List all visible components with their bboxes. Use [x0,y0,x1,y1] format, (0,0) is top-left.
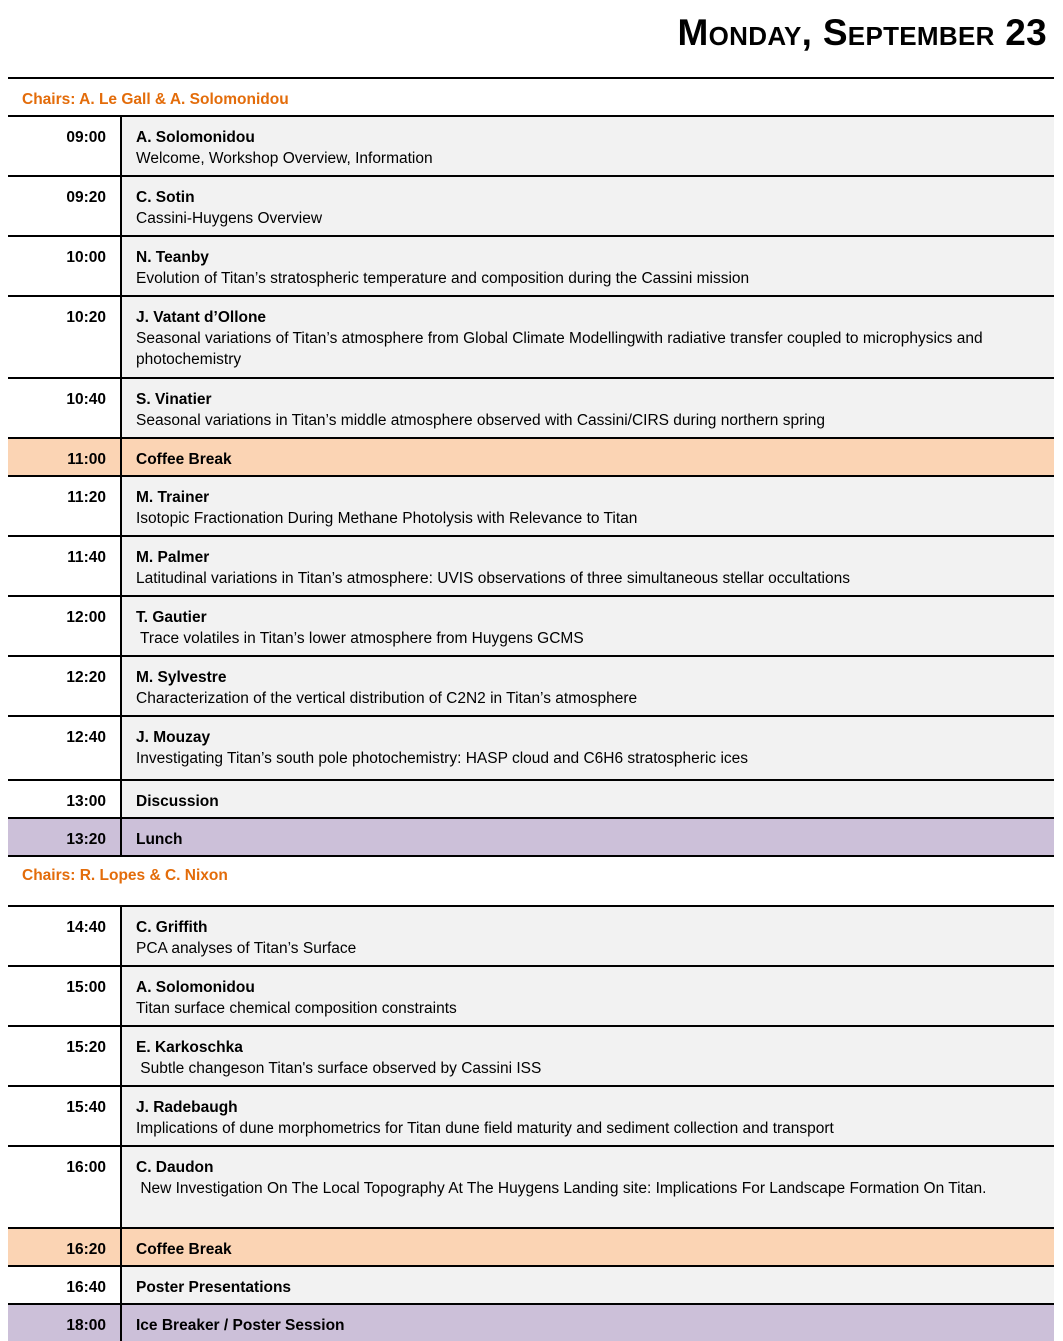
schedule-row [8,715,1054,779]
talk-title: Latitudinal variations in Titan’s atmosphere: UVIS observations of three simultaneous stellar occultations [136,570,850,587]
schedule-row [8,175,1054,235]
time-cell: 15:00 [8,967,122,1025]
schedule-row [8,235,1054,295]
time-cell: 09:00 [8,117,122,175]
time-cell: 11:40 [8,537,122,595]
coffee-break-row [8,437,1054,475]
time-cell: 10:40 [8,379,122,437]
talk-title: Seasonal variations of Titan’s atmosphere from Global Climate Modellingwith radiative transfer coupled to microphysics and photochemistry [136,330,983,368]
time-cell: 16:20 [8,1229,122,1265]
schedule-row [8,655,1054,715]
schedule-row [8,475,1054,535]
speaker-name: J. Radebaugh [136,1099,238,1116]
schedule-row [8,965,1054,1025]
talk-cell [122,1147,1054,1227]
schedule-row [8,377,1054,437]
session-chairs: Chairs: A. Le Gall & A. Solomonidou [8,77,1054,115]
talk-title: Implications of dune morphometrics for Titan dune field maturity and sediment collection and transport [136,1120,834,1137]
speaker-name: T. Gautier [136,609,207,626]
schedule-row [8,115,1054,175]
talk-cell [122,717,1054,779]
time-cell: 15:20 [8,1027,122,1085]
talk-title: Trace volatiles in Titan’s lower atmosphere from Huygens GCMS [136,630,584,647]
talk-cell [122,537,1054,595]
session-chairs: Chairs: R. Lopes & C. Nixon [22,867,228,884]
talk-title: PCA analyses of Titan’s Surface [136,940,357,957]
talk-title: Seasonal variations in Titan’s middle atmosphere observed with Cassini/CIRS during northern spring [136,412,825,429]
break-label: Coffee Break [136,1241,232,1258]
time-cell: 14:40 [8,907,122,965]
talk-cell [122,237,1054,295]
speaker-name: C. Griffith [136,919,208,936]
discussion-row [8,779,1054,817]
poster-row [8,1265,1054,1303]
time-cell: 11:20 [8,477,122,535]
time-cell: 16:00 [8,1147,122,1227]
speaker-name: C. Daudon [136,1159,214,1176]
talk-title: Subtle changeson Titan's surface observed by Cassini ISS [136,1060,542,1077]
poster-label: Poster Presentations [136,1279,292,1296]
talk-cell [122,657,1054,715]
time-cell: 11:00 [8,439,122,475]
discussion-cell [122,781,1054,817]
page-title: Monday, September 23 [677,12,1047,53]
speaker-name: A. Solomonidou [136,979,255,996]
schedule-row [8,595,1054,655]
ice-breaker-cell [122,1305,1054,1341]
schedule-table [8,77,1054,1341]
talk-title: Evolution of Titan’s stratospheric temperature and composition during the Cassini mission [136,270,750,287]
schedule-row [8,1025,1054,1085]
schedule-row [8,535,1054,595]
time-cell: 12:00 [8,597,122,655]
talk-cell [122,379,1054,437]
speaker-name: A. Solomonidou [136,129,255,146]
talk-title: Characterization of the vertical distribution of C2N2 in Titan’s atmosphere [136,690,638,707]
time-cell: 13:20 [8,819,122,855]
speaker-name: J. Mouzay [136,729,211,746]
break-cell [122,1229,1054,1265]
time-cell: 09:20 [8,177,122,235]
schedule-row [8,1085,1054,1145]
talk-cell [122,117,1054,175]
schedule-row [8,1145,1054,1227]
lunch-cell [122,819,1054,855]
talk-cell [122,967,1054,1025]
break-cell [122,439,1054,475]
speaker-name: M. Palmer [136,549,210,566]
speaker-name: C. Sotin [136,189,195,206]
talk-cell [122,177,1054,235]
time-cell: 10:00 [8,237,122,295]
coffee-break-row [8,1227,1054,1265]
time-cell: 15:40 [8,1087,122,1145]
poster-cell [122,1267,1054,1303]
time-cell: 12:20 [8,657,122,715]
ice-breaker-row [8,1303,1054,1341]
speaker-name: E. Karkoschka [136,1039,243,1056]
time-cell: 12:40 [8,717,122,779]
time-cell: 16:40 [8,1267,122,1303]
talk-cell [122,907,1054,965]
talk-title: New Investigation On The Local Topography At The Huygens Landing site: Implications For Landscape Formation On Titan. [136,1180,987,1197]
talk-cell [122,597,1054,655]
schedule-row [8,905,1054,965]
speaker-name: M. Trainer [136,489,210,506]
talk-title: Investigating Titan’s south pole photochemistry: HASP cloud and C6H6 stratospheric ices [136,750,749,767]
lunch-row [8,817,1054,857]
talk-cell [122,477,1054,535]
talk-title: Welcome, Workshop Overview, Information [136,150,433,167]
talk-cell [122,297,1054,377]
talk-title: Cassini-Huygens Overview [136,210,323,227]
time-cell: 13:00 [8,781,122,817]
ice-breaker-label: Ice Breaker / Poster Session [136,1317,345,1334]
speaker-name: N. Teanby [136,249,209,266]
time-cell: 10:20 [8,297,122,377]
break-label: Coffee Break [136,451,232,468]
talk-cell [122,1027,1054,1085]
talk-title: Isotopic Fractionation During Methane Photolysis with Relevance to Titan [136,510,638,527]
talk-cell [122,1087,1054,1145]
discussion-label: Discussion [136,793,219,810]
time-cell: 18:00 [8,1305,122,1341]
talk-title: Titan surface chemical composition constraints [136,1000,457,1017]
speaker-name: S. Vinatier [136,391,212,408]
schedule-row [8,295,1054,377]
lunch-label: Lunch [136,831,183,848]
speaker-name: M. Sylvestre [136,669,227,686]
speaker-name: J. Vatant d’Ollone [136,309,267,326]
